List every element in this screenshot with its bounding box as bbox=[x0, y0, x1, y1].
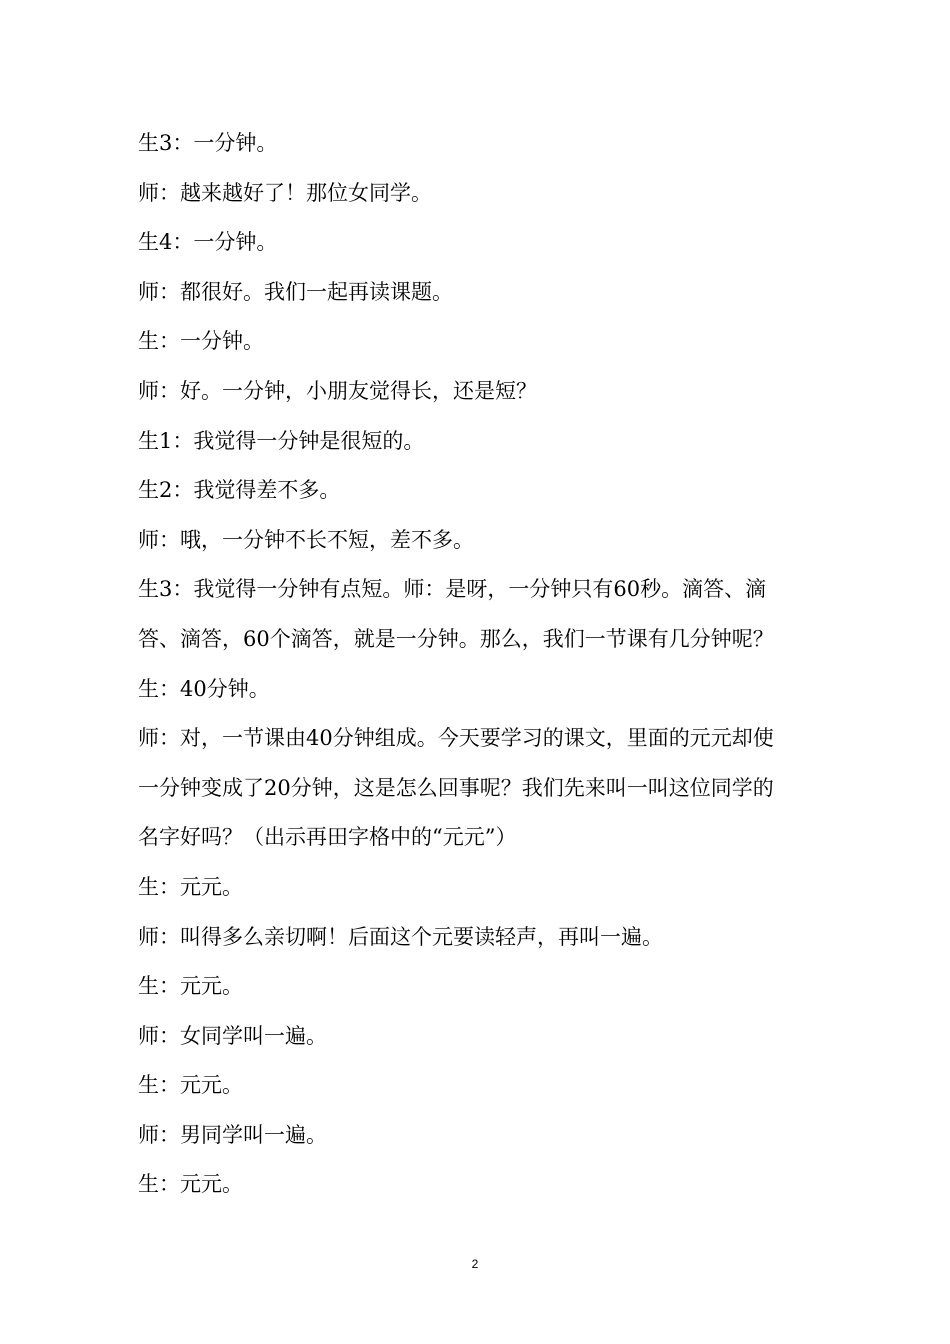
text-line: 师：越来越好了！那位女同学。 bbox=[138, 180, 432, 205]
text-line: 生：元元。 bbox=[138, 1172, 243, 1197]
text-line: 生：元元。 bbox=[138, 1073, 243, 1098]
text-line: 生3：一分钟。 bbox=[138, 131, 278, 155]
text-line: 生：元元。 bbox=[138, 974, 243, 999]
text-line: 答、滴答，60个滴答，就是一分钟。那么，我们一节课有几分钟呢？ bbox=[138, 626, 774, 651]
text-line: 一分钟变成了20分钟，这是怎么回事呢？我们先来叫一叫这位同学的 bbox=[138, 775, 774, 800]
text-line: 师：对，一节课由40分钟组成。今天要学习的课文，里面的元元却使 bbox=[138, 726, 774, 751]
page-number: 2 bbox=[471, 1257, 479, 1271]
text-line: 师：好。一分钟，小朋友觉得长，还是短？ bbox=[138, 378, 537, 403]
text-line: 生：元元。 bbox=[138, 874, 243, 899]
text-line: 师：女同学叫一遍。 bbox=[138, 1023, 327, 1048]
text-line: 师：叫得多么亲切啊！后面这个元要读轻声，再叫一遍。 bbox=[138, 924, 663, 949]
text-line: 师：男同学叫一遍。 bbox=[138, 1122, 327, 1147]
text-line: 生3：我觉得一分钟有点短。师：是呀，一分钟只有60秒。滴答、滴 bbox=[138, 577, 767, 602]
text-line: 生1：我觉得一分钟是很短的。 bbox=[138, 428, 425, 453]
text-line: 师：哦，一分钟不长不短，差不多。 bbox=[138, 527, 474, 552]
text-line: 生：40分钟。 bbox=[138, 676, 270, 701]
text-line: 名字好吗？（出示再田字格中的“元元”） bbox=[138, 825, 517, 850]
text-line: 生2：我觉得差不多。 bbox=[138, 478, 341, 503]
text-line: 生：一分钟。 bbox=[138, 329, 264, 354]
document-body bbox=[138, 119, 828, 1210]
text-line: 生4：一分钟。 bbox=[138, 230, 278, 255]
text-line: 师：都很好。我们一起再读课题。 bbox=[138, 279, 453, 304]
